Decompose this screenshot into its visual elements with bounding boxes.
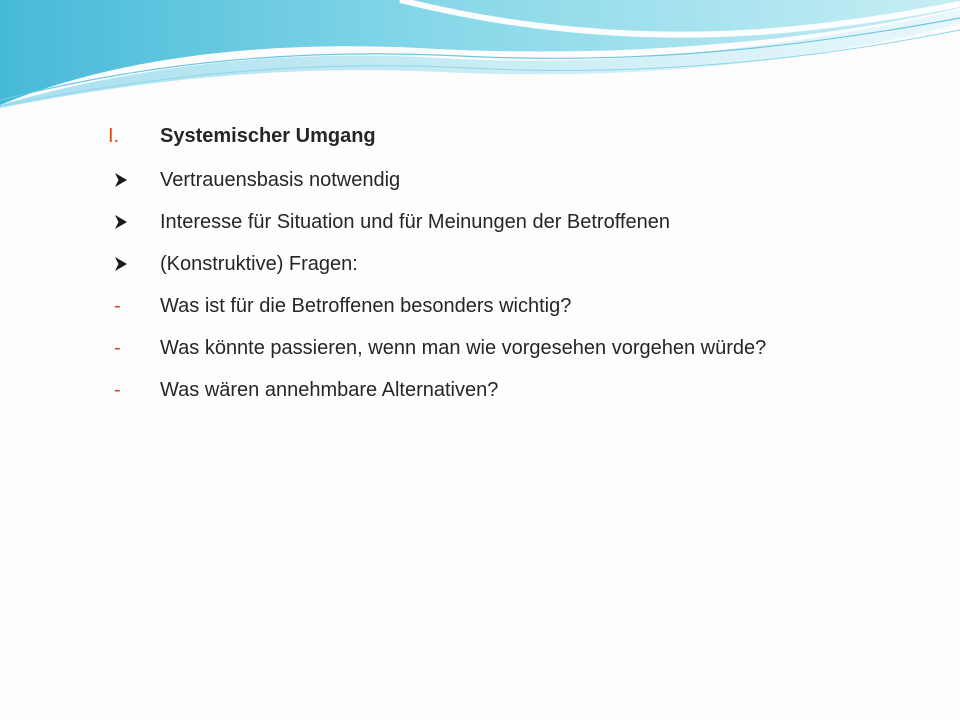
question-text: Was wären annehmbare Alternativen? xyxy=(160,379,499,401)
question-item xyxy=(108,336,828,360)
question-text: Was könnte passieren, wenn man wie vorgesehen vorgehen würde? xyxy=(160,337,767,359)
dash-marker: - xyxy=(114,379,121,401)
section-heading xyxy=(108,124,828,148)
slide-content xyxy=(108,124,828,402)
section-number: I. xyxy=(108,125,120,147)
dash-marker: - xyxy=(114,295,121,317)
question-text: Was ist für die Betroffenen besonders wichtig? xyxy=(160,295,572,317)
question-item xyxy=(108,294,828,318)
bullet-text: Interesse für Situation und für Meinungen der Betroffenen xyxy=(160,211,670,233)
bullet-item xyxy=(108,168,828,192)
header-wave-decoration xyxy=(0,0,960,120)
dash-marker: - xyxy=(114,337,121,359)
bullet-text: (Konstruktive) Fragen: xyxy=(160,253,358,275)
bullet-text: Vertrauensbasis notwendig xyxy=(160,169,401,191)
section-title: Systemischer Umgang xyxy=(160,125,376,147)
question-item xyxy=(108,378,828,402)
bullet-item xyxy=(108,252,828,276)
bullet-item xyxy=(108,210,828,234)
